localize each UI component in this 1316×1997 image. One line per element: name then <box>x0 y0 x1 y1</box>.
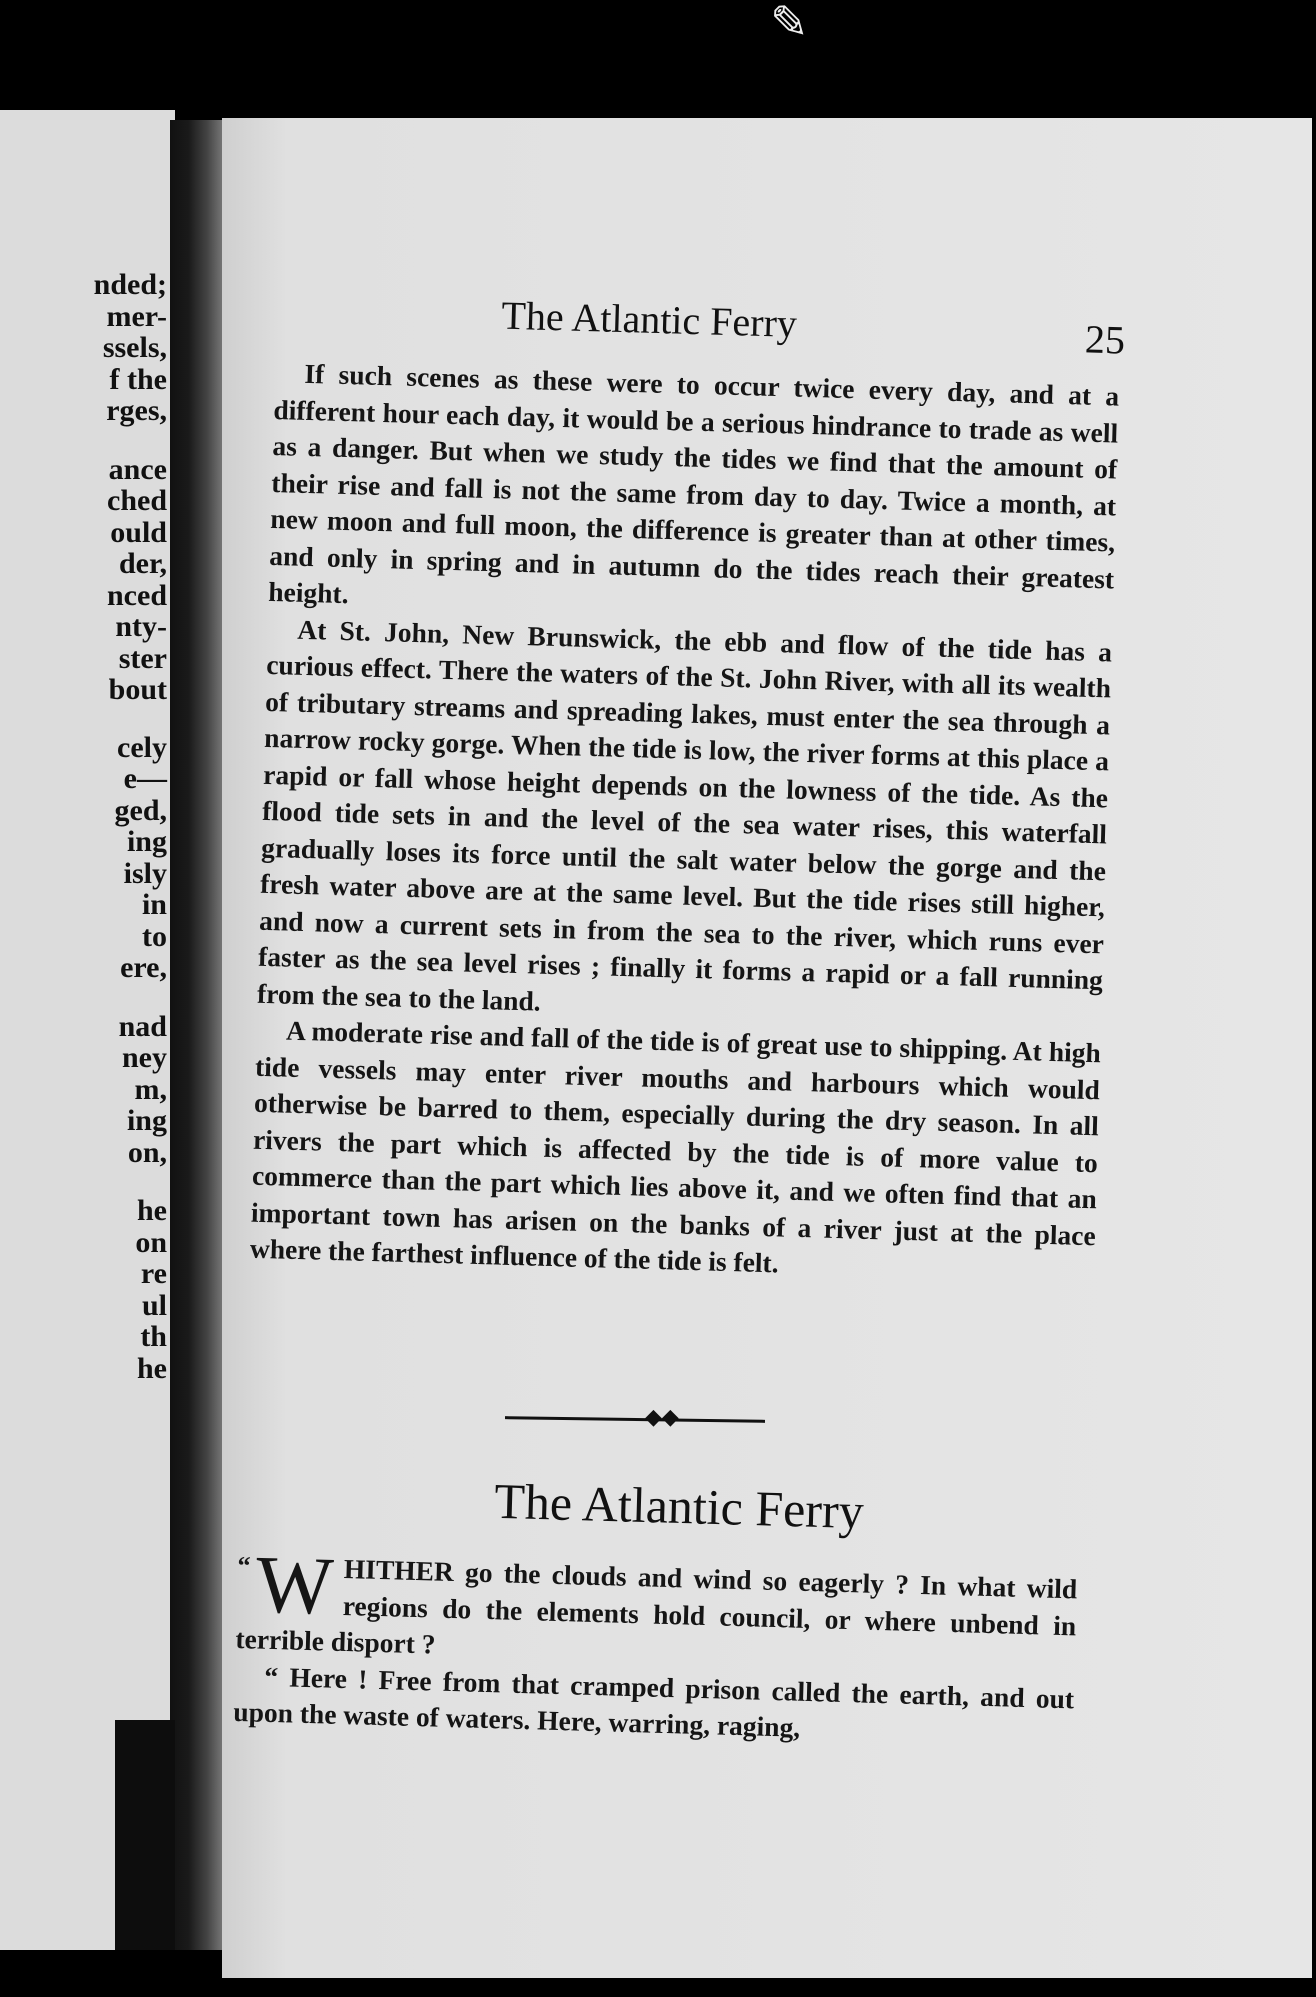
facing-page-line: isly <box>123 857 167 890</box>
drop-cap: W <box>254 1538 335 1632</box>
facing-page-line: nded; <box>93 268 167 301</box>
facing-page-line: to <box>142 920 167 953</box>
binding-mark-icon: ✎ <box>770 0 809 48</box>
paragraph: A moderate rise and fall of the tide is of great use to shipping. At high tide vessels may enter river mouths and harbours which would otherwise be barred to them, especially during the dry season. In all rivers the part which is affected by the tide is of more value to commerce than the part which lies above it, and we often find that an important town has arisen on the banks of a river just at the place where the farthest influence of the tide is felt. <box>249 1014 1102 1279</box>
facing-page-line: ing <box>126 1104 167 1137</box>
facing-page-line: ched <box>107 484 167 517</box>
main-text <box>250 355 1120 1291</box>
facing-page-line: he <box>137 1352 167 1385</box>
facing-page-line: ould <box>110 516 167 549</box>
running-head: The Atlantic Ferry <box>500 292 798 346</box>
facing-page-line: on, <box>127 1136 167 1169</box>
facing-page-line: in <box>141 888 167 921</box>
facing-page-line: ster <box>118 642 167 675</box>
facing-page-line: th <box>140 1320 167 1353</box>
facing-page-line: he <box>137 1194 167 1227</box>
section-title: The Atlantic Ferry <box>493 1472 865 1540</box>
facing-page-line: re <box>140 1257 167 1290</box>
facing-page-line: cely <box>117 731 167 764</box>
section-first-paragraph-text: HITHER go the clouds and wind so eagerly ? In what wild regions do the elements hold council, or where unbend in terrible disport ? <box>235 1552 1078 1660</box>
divider-ornament-icon: ◆◆ <box>645 1404 679 1429</box>
facing-page-line: nad <box>118 1010 167 1043</box>
section-text <box>233 1538 1078 1754</box>
page-number: 25 <box>1084 316 1126 363</box>
facing-page-line: rges, <box>106 394 167 427</box>
facing-page-line: bout <box>108 673 167 706</box>
facing-page-line: ged, <box>114 794 167 827</box>
open-quote: “ <box>237 1550 251 1581</box>
facing-page-line: m, <box>134 1073 167 1106</box>
facing-page-line: der, <box>118 547 167 580</box>
facing-page-line: ance <box>108 453 167 486</box>
facing-page-line: e— <box>123 762 167 795</box>
facing-page-line: nced <box>107 579 167 612</box>
facing-page-line: ssels, <box>102 331 167 364</box>
facing-page-line: ul <box>141 1289 167 1322</box>
facing-page-line: ere, <box>120 951 167 984</box>
facing-page <box>0 110 175 1950</box>
paragraph: If such scenes as these were to occur twice every day, and at a different hour each day, it would be a serious hindrance to trade as well as a danger. But when we study the tides we find that the amount of their rise and fall is not the same from day to day. Twice a month, at new moon and full moon, the difference is greater than at other times, and only in spring and in autumn do the tides reach their greatest height. <box>267 357 1120 610</box>
section-second-paragraph: “ Here ! Free from that cramped prison called the earth, and out upon the waste of waters. Here, warring, raging, <box>233 1660 1075 1743</box>
facing-page-line: ney <box>122 1041 167 1074</box>
facing-page-line: f the <box>109 363 167 396</box>
facing-page-line: on <box>135 1226 167 1259</box>
facing-page-line: ing <box>126 825 167 858</box>
facing-page-line: mer- <box>106 300 167 333</box>
facing-page-line: nty- <box>115 610 167 643</box>
paragraph: At St. John, New Brunswick, the ebb and flow of the tide has a curious effect. There the waters of the St. John River, with all its wealth of tributary streams and spreading lakes, must enter the sea through a narrow rocky gorge. When the tide is low, the river forms at this place a rapid or fall whose height depends on the lowness of the tide. As the flood tide sets in and the level of the sea water rises, this waterfall gradually loses its force until the salt water below the gorge and the fresh water above are at the same level. But the tide rises still higher, and now a current sets in from the sea to the river, which runs ever faster as the sea level rises ; finally it forms a rapid or a fall running from the sea to the land. <box>256 613 1113 1017</box>
book-gutter-dark <box>115 1720 175 1950</box>
